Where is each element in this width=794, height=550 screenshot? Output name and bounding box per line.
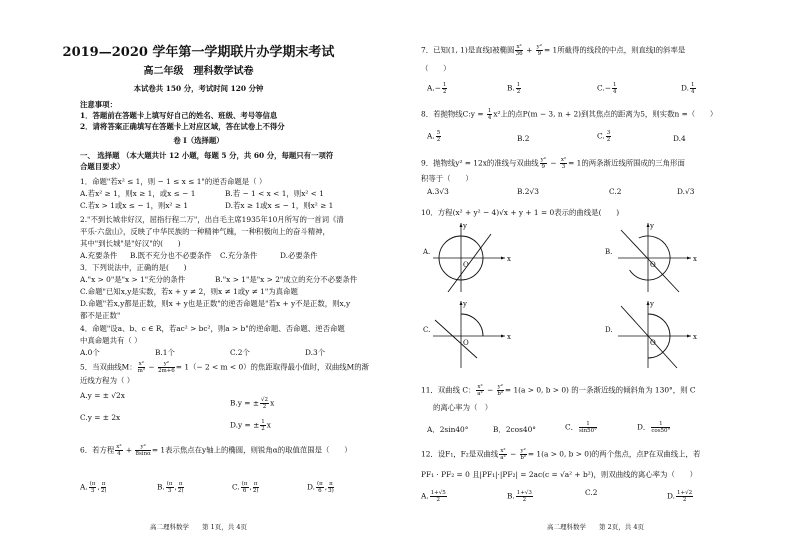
q3-option-d1: D.命题"若x,y都是正数，则x + y也是正数"的逆否命题是"若x + y不是正数，则x,y (80, 299, 351, 308)
q6-option-b: B. $\frac{(\pi}{3}$ , $\frac{\pi}{2)}$ (157, 481, 184, 494)
q2-option-d: D.必要条件 (280, 251, 318, 260)
q10-graph-d (603, 298, 713, 370)
q1-option-a: A.若x² ≥ 1，则x ≥ 1，或x ≤ − 1 (80, 189, 196, 198)
q12-line2: PF₁ · PF₂ = 0 且|PF₁|·|PF₂| = 2ac(c = √a² + b²)，则双曲线的离心率为（ ） (421, 470, 698, 479)
footer-page-2: 高二理科数学 第 2页，共 4页 (547, 523, 644, 531)
q3-option-a: A."x > 0"是"x > 1"充分的条件 (80, 275, 186, 284)
notice-2: 2．请将答案正确填写在答题卡上对应区域，答在试卷上不得分 (80, 122, 285, 131)
q4-option-c: C.2个 (230, 348, 250, 357)
q6-option-d: D. $\frac{(\pi}{6}$ , $\frac{\pi}{3)}$ (307, 481, 334, 494)
q1-option-c: C.若x > 1或x ≤ − 1，则x² ≥ 1 (80, 201, 189, 210)
notice-title: 注意事项： (80, 100, 117, 109)
q1-stem: 1．命题"若x² ≤ 1，则 − 1 ≤ x ≤ 1"的逆否命题是（ ） (80, 177, 267, 186)
svg-text:O: O (463, 339, 469, 347)
q5-option-c: C.y = ± 2x (80, 413, 121, 422)
q11-option-a: A．2sin40° (427, 425, 469, 434)
q5-option-a: A.y = ± √2x (80, 391, 125, 400)
q6-stem: 6．若方程 $\frac{\text{x²}}{4}$ + $\frac{\text{y²}}{8\sin\alpha}$ = 1表示焦点在y轴上的椭圆，则锐角α的取值范围是（ ） (80, 444, 352, 457)
q1-option-b: B.若 − 1 < x < 1，则x² < 1 (225, 189, 324, 198)
q10-graph-b (603, 220, 713, 295)
q11-option-c: C． $\frac{1}{\sin 50^\circ}$ (565, 421, 597, 434)
q11-option-b: B．2cos40° (493, 425, 537, 434)
q12-option-c: C.2 (585, 488, 598, 497)
q2-option-b: B.既不充分也不必要条件 (130, 251, 212, 260)
svg-text:y: y (463, 222, 467, 230)
q12-option-a: A. $\frac{1+√5}{2}$ (421, 490, 446, 503)
svg-text:A.: A. (423, 248, 431, 256)
q4-line2: 中真命题共有（ ） (80, 336, 142, 345)
footer-page-1: 高二理科数学 第 1页，共 4页 (150, 523, 247, 531)
q11-line2: 的离心率为（ ） (433, 403, 493, 412)
svg-text:y: y (650, 300, 654, 308)
q2-line3: 其中"到长城"是"好汉"的( ) (80, 239, 181, 248)
q8-option-b: B.2 (517, 134, 530, 143)
q10-graph-c (421, 298, 521, 370)
exam-title: 2019—2020 学年第一学期联片办学期末考试 (62, 45, 335, 60)
q9-stem: 9．抛物线y² = 12x的准线与双曲线 $\frac{\text{y²}}{9}$ − $\frac{\text{x²}}{3}$ = 1的两条渐近线所围成的三角形面 (421, 157, 685, 170)
q3-option-c: C.命题"已知x,y是实数，若x + y ≠ 2，则x ≠ 1或y ≠ 1"为真命题 (80, 287, 298, 296)
q1-option-d: D.若x ≥ 1或x ≤ − 1，则x² ≥ 1 (225, 201, 334, 210)
q7-option-c: C.− $\frac{1}{4}$ (597, 82, 617, 95)
svg-text:x: x (507, 333, 511, 341)
svg-text:x: x (693, 333, 697, 341)
q7-paren: （ ） (421, 64, 451, 73)
q10-graph-a (421, 220, 521, 295)
svg-text:O: O (650, 261, 656, 269)
q2-line2: 平乐·六盘山》，反映了中华民族的一种精神气魄，一种积极向上的奋斗精神， (80, 227, 330, 236)
notice-1: 1．答题前在答题卡上填写好自己的姓名、班级、考号等信息 (80, 111, 278, 120)
q7-stem: 7．已知(1, 1)是直线l被椭圆 $\frac{\text{x²}}{36}$ + $\frac{\text{y²}}{9}$ = 1所截得的线段的中点，则直线l的斜率是 (421, 44, 686, 57)
q9-option-c: C.2 (609, 187, 622, 196)
q5-line2: 近线方程为（ ） (80, 376, 135, 385)
q9-option-d: D.√3 (677, 187, 695, 196)
q5-option-b: B.y = ± $\frac{√2}{2}$ x (230, 397, 275, 410)
svg-text:D.: D. (605, 326, 613, 334)
page-2 (397, 0, 794, 550)
svg-text:B.: B. (605, 248, 613, 256)
q2-option-c: C.充分条件 (220, 251, 258, 260)
q4-option-d: D.3个 (305, 348, 326, 357)
q9-option-a: A.3√3 (427, 187, 449, 196)
q8-option-a: A. $\frac{5}{2}$ (427, 130, 441, 143)
q11-stem: 11．双曲线 C： $\frac{\text{x²}}{\text{a²}}$ − $\frac{\text{y²}}{\text{b²}}$ = 1(a > 0, b > 0) 的一条渐近线的倾斜角为 130°，则 C (421, 384, 696, 397)
q4-option-a: A.0个 (80, 348, 100, 357)
score-info: 本试卷共 150 分，考试时间 120 分钟 (133, 84, 264, 93)
q6-option-a: A. $\frac{(\pi}{3}$ , $\frac{\pi}{2)}$ (80, 481, 107, 494)
svg-text:x: x (693, 255, 697, 263)
svg-text:C.: C. (423, 326, 431, 334)
q5-stem: 5．当双曲线M： $\frac{\text{x²}}{\text{m²}}$ − $\frac{\text{y²}}{2m+6}$ = 1（− 2 < m < 0）的焦距取得最小值时，双曲线M的渐 (80, 361, 369, 374)
q2-line1: 2."不到长城非好汉，屈指行程二万"，出自毛主席1935年10月所写的一首词《清 (80, 215, 344, 224)
q12-option-b: B. $\frac{1+√3}{2}$ (507, 490, 532, 503)
q8-option-d: D.4 (673, 134, 686, 143)
exam-subtitle: 高二年级 理科数学试卷 (143, 66, 254, 77)
q5-option-d: D.y = ± $\frac{1}{2}$ x (230, 419, 271, 432)
q7-option-d: D. $\frac{1}{4}$ (681, 82, 695, 95)
section-heading: 一、 选择题 （本大题共计 12 小题，每题 5 分，共 60 分，每题只有一项符 (80, 151, 334, 160)
q12-option-d: D. $\frac{1+√2}{2}$ (667, 490, 693, 503)
q11-option-d: D． $\frac{1}{\cos 50^\circ}$ (637, 421, 671, 434)
q7-option-a: A.− $\frac{1}{2}$ (427, 82, 447, 95)
svg-text:O: O (650, 339, 656, 347)
q3-option-d2: 都不是正数" (80, 311, 121, 320)
q9-option-b: B.2√3 (517, 187, 539, 196)
q7-option-b: B. $\frac{1}{2}$ (507, 82, 521, 95)
q3-option-b: B."x > 1"是"x > 2"成立的充分不必要条件 (215, 275, 358, 284)
q4-option-b: B.1个 (155, 348, 175, 357)
q12-line1: 12．设F₁，F₂是双曲线 $\frac{\text{x²}}{\text{a²}}$ − $\frac{\text{y²}}{\text{b²}}$ = 1(a > 0, b > 0)的两个焦点，点P在双曲线上，若 (421, 448, 701, 461)
q2-option-a: A.充要条件 (80, 251, 118, 260)
q10-stem: 10．方程(x² + y² − 4)√x + y + 1 = 0表示的曲线是( ) (421, 208, 620, 217)
q6-option-c: C. $\frac{(\pi}{6}$ , $\frac{\pi}{2)}$ (232, 481, 259, 494)
q9-line2: 积等于（ ） (421, 174, 473, 183)
svg-text:x: x (507, 255, 511, 263)
section-heading-cont: 合题目要求） (80, 162, 125, 171)
svg-text:y: y (650, 222, 654, 230)
q3-stem: 3．下列说法中，正确的是( ) (80, 263, 187, 272)
q4-line1: 4．命题"设a、b、c ∈ R，若ac² > bc²，则a > b"的逆命题、否命题、逆否命题 (80, 324, 345, 333)
svg-text:y: y (463, 300, 467, 308)
q8-option-c: C. $\frac{3}{2}$ (597, 130, 611, 143)
volume-title: 卷 I（选择题） (173, 136, 224, 145)
svg-text:O: O (463, 261, 469, 269)
q8-stem: 8．若抛物线C:y = $\frac{1}{4}$ x²上的点P(m − 3, n + 2)到其焦点的距离为5，则实数n =（ ） (421, 108, 718, 121)
